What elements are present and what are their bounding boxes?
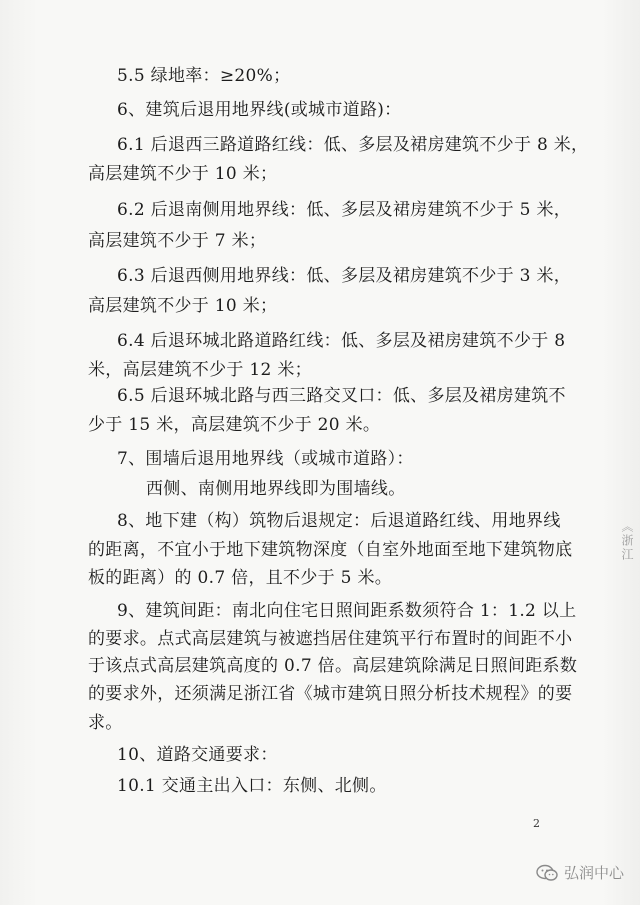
text-line: 6.4 后退环城北路道路红线：低、多层及裙房建筑不少于 8 xyxy=(117,331,566,351)
scan-edge-mark: 《浙江 xyxy=(620,520,634,562)
wechat-icon xyxy=(536,864,558,882)
text-line: 高层建筑不少于 10 米； xyxy=(88,296,278,316)
text-line: 高层建筑不少于 7 米； xyxy=(88,231,267,251)
watermark-label: 弘润中心 xyxy=(564,864,625,882)
text-line: 的要求。点式高层建筑与被遮挡居住建筑平行布置时的间距不小 xyxy=(88,629,573,649)
watermark xyxy=(536,862,624,883)
text-line: 于该点式高层建筑高度的 0.7 倍。高层建筑除满足日照间距系数 xyxy=(88,656,578,676)
text-line: 10.1 交通主出入口：东侧、北侧。 xyxy=(117,776,387,796)
text-line: 6.1 后退西三路道路红线：低、多层及裙房建筑不少于 8 米， xyxy=(117,135,589,155)
text-line: 5.5 绿地率：≥20%； xyxy=(117,66,291,86)
page-number: 2 xyxy=(533,817,540,830)
text-line: 6.5 后退环城北路与西三路交叉口：低、多层及裙房建筑不 xyxy=(117,386,566,406)
text-line: 西侧、南侧用地界线即为围墙线。 xyxy=(146,479,406,499)
text-line: 的距离，不宜小于地下建筑物深度（自室外地面至地下建筑物底 xyxy=(88,540,573,560)
text-line: 的要求外，还须满足浙江省《城市建筑日照分析技术规程》的要 xyxy=(88,684,573,704)
text-line: 板的距离）的 0.7 倍，且不少于 5 米。 xyxy=(88,568,393,588)
text-line: 9、建筑间距：南北向住宅日照间距系数须符合 1：1.2 以上 xyxy=(117,601,577,621)
text-line: 高层建筑不少于 10 米； xyxy=(88,164,278,184)
text-line: 米，高层建筑不少于 12 米； xyxy=(88,360,312,380)
text-line: 少于 15 米，高层建筑不少于 20 米。 xyxy=(88,415,381,435)
text-line: 求。 xyxy=(88,713,123,733)
text-line: 6.3 后退西侧用地界线：低、多层及裙房建筑不少于 3 米， xyxy=(117,266,572,286)
text-line: 6、建筑后退用地界线(或城市道路)： xyxy=(117,100,402,120)
text-line: 8、地下建（构）筑物后退规定：后退道路红线、用地界线 xyxy=(117,511,561,531)
text-line: 7、围墙后退用地界线（或城市道路）： xyxy=(117,449,414,469)
text-line: 10、道路交通要求： xyxy=(117,745,278,765)
text-line: 6.2 后退南侧用地界线：低、多层及裙房建筑不少于 5 米， xyxy=(117,200,572,220)
